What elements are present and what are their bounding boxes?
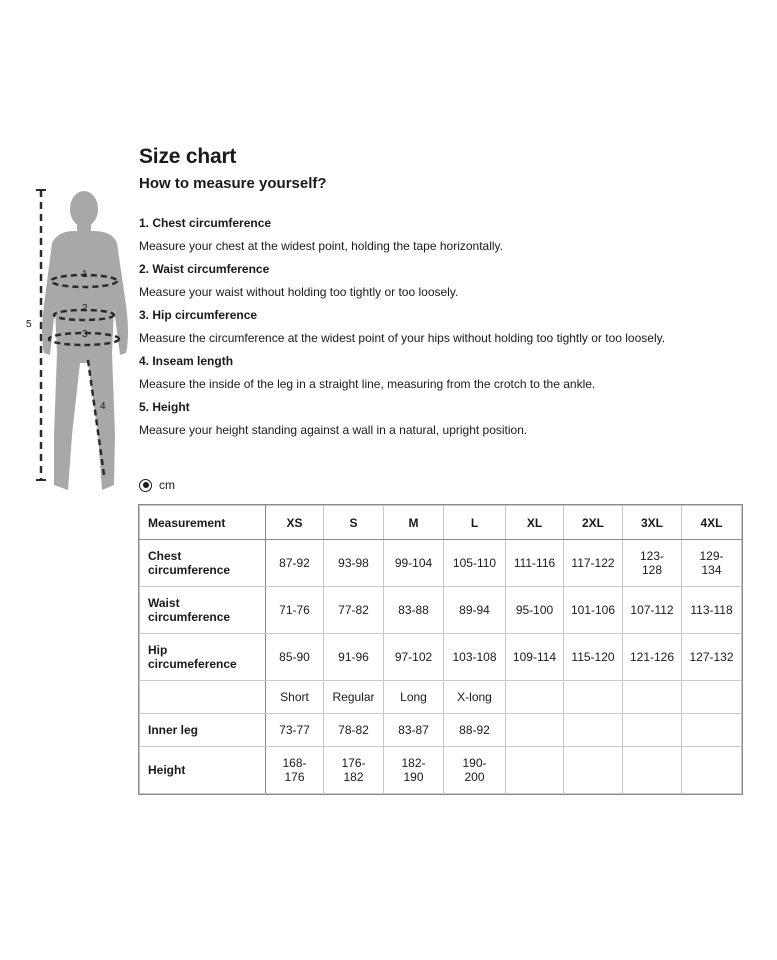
table-cell: 107-112 [623, 587, 682, 634]
table-cell [506, 747, 564, 794]
row-label: Chest circumference [140, 540, 266, 587]
table-cell: 78-82 [324, 714, 384, 747]
table-cell [623, 714, 682, 747]
table-cell [564, 681, 623, 714]
header-cell-size-2xl: 2XL [564, 506, 623, 540]
header-cell-size-m: M [384, 506, 444, 540]
table-cell: 89-94 [444, 587, 506, 634]
table-cell: 71-76 [266, 587, 324, 634]
marker-label-1: 1 [82, 269, 88, 280]
step-desc-hip: Measure the circumference at the widest point of your hips without holding too tightly or too loosely. [139, 331, 666, 345]
row-label: Hip circumeference [140, 634, 266, 681]
table-cell: X-long [444, 681, 506, 714]
table-cell: 83-88 [384, 587, 444, 634]
header-cell-size-xl: XL [506, 506, 564, 540]
table-cell: 121-126 [623, 634, 682, 681]
table-cell: 85-90 [266, 634, 324, 681]
table-cell: 127-132 [682, 634, 742, 681]
body-measurement-figure [22, 185, 142, 495]
table-cell: Long [384, 681, 444, 714]
table-cell: 93-98 [324, 540, 384, 587]
step-desc-chest: Measure your chest at the widest point, holding the tape horizontally. [139, 239, 503, 253]
table-row [140, 634, 742, 681]
step-desc-waist: Measure your waist without holding too tightly or too loosely. [139, 285, 459, 299]
row-label: Height [140, 747, 266, 794]
table-row [140, 681, 742, 714]
row-label: Waist circumference [140, 587, 266, 634]
step-title-waist: 2. Waist circumference [139, 262, 270, 276]
table-cell: 113-118 [682, 587, 742, 634]
step-title-height: 5. Height [139, 400, 190, 414]
table-cell: 97-102 [384, 634, 444, 681]
table-cell: 117-122 [564, 540, 623, 587]
page-subtitle: How to measure yourself? [139, 175, 327, 192]
table-cell: Short [266, 681, 324, 714]
table-cell: 101-106 [564, 587, 623, 634]
table-cell [682, 747, 742, 794]
step-title-chest: 1. Chest circumference [139, 216, 272, 230]
table-row [140, 587, 742, 634]
marker-label-4: 4 [100, 401, 106, 412]
table-cell: 73-77 [266, 714, 324, 747]
unit-radio-cm[interactable] [139, 478, 175, 492]
table-cell [506, 681, 564, 714]
radio-selected-dot [143, 482, 149, 488]
unit-label: cm [159, 478, 175, 492]
header-cell-size-xs: XS [266, 506, 324, 540]
table-cell: 129- 134 [682, 540, 742, 587]
measurement-steps [139, 215, 759, 445]
table-cell [623, 747, 682, 794]
table-cell: 115-120 [564, 634, 623, 681]
table-cell: 83-87 [384, 714, 444, 747]
step-title-hip: 3. Hip circumference [139, 308, 258, 322]
table-cell: 123- 128 [623, 540, 682, 587]
step-title-inseam: 4. Inseam length [139, 354, 234, 368]
table-row [140, 540, 742, 587]
marker-label-3: 3 [82, 329, 88, 340]
page-title: Size chart [139, 145, 237, 168]
table-cell: Regular [324, 681, 384, 714]
size-table-body [140, 540, 742, 794]
table-cell: 182- 190 [384, 747, 444, 794]
table-cell: 168- 176 [266, 747, 324, 794]
table-cell [564, 714, 623, 747]
table-row [140, 714, 742, 747]
marker-label-2: 2 [82, 303, 88, 314]
table-cell [682, 714, 742, 747]
table-cell: 87-92 [266, 540, 324, 587]
table-cell: 77-82 [324, 587, 384, 634]
table-row [140, 747, 742, 794]
table-cell [682, 681, 742, 714]
radio-button[interactable] [139, 479, 152, 492]
marker-label-5: 5 [26, 319, 32, 330]
table-cell: 91-96 [324, 634, 384, 681]
table-cell: 109-114 [506, 634, 564, 681]
table-cell [623, 681, 682, 714]
header-cell-measurement: Measurement [140, 506, 266, 540]
row-label [140, 681, 266, 714]
header-cell-size-l: L [444, 506, 506, 540]
table-cell: 111-116 [506, 540, 564, 587]
table-cell: 105-110 [444, 540, 506, 587]
table-cell: 99-104 [384, 540, 444, 587]
size-table-header [140, 506, 742, 540]
table-cell: 95-100 [506, 587, 564, 634]
table-cell: 88-92 [444, 714, 506, 747]
header-cell-size-4xl: 4XL [682, 506, 742, 540]
table-cell [506, 714, 564, 747]
size-table [139, 505, 742, 794]
header-cell-size-3xl: 3XL [623, 506, 682, 540]
step-desc-height: Measure your height standing against a wall in a natural, upright position. [139, 423, 528, 437]
table-cell: 176- 182 [324, 747, 384, 794]
table-cell: 190- 200 [444, 747, 506, 794]
table-cell: 103-108 [444, 634, 506, 681]
step-desc-inseam: Measure the inside of the leg in a straight line, measuring from the crotch to the ankle. [139, 377, 596, 391]
row-label: Inner leg [140, 714, 266, 747]
table-cell [564, 747, 623, 794]
header-cell-size-s: S [324, 506, 384, 540]
